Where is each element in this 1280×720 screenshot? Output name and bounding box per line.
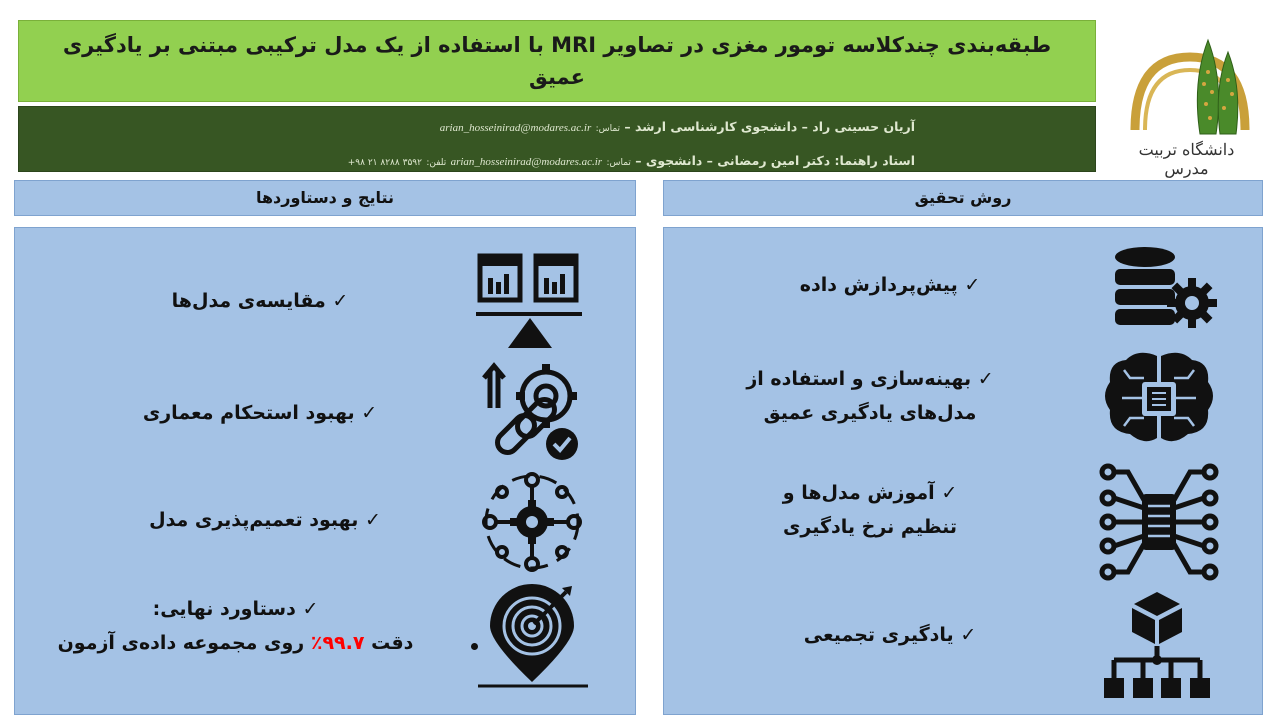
result-item-robustness: ✓ بهبود استحکام معماری [142,402,378,424]
contact-label: تماس: [595,124,621,134]
check-icon: ✓ [960,624,977,646]
methods-heading: روش تحقیق [663,180,1263,216]
authors-block [18,106,1096,172]
check-icon: ✓ [332,290,349,312]
logo-text: دانشگاه تربیت مدرس [1138,140,1235,178]
database-gear-icon [1110,245,1225,330]
author-line-1 [31,111,915,145]
author-line-2 [31,145,915,179]
poster-title: طبقه‌بندی چندکلاسه تومور مغزی در تصاویر MRI با استفاده از یک مدل ترکیبی مبتنی بر یادگیری عمیق [18,20,1096,102]
contact-label-2: تماس: [606,158,631,168]
method-item-optimization: ✓ بهینه‌سازی و استفاده از مدل‌های یادگیری عمیق [746,368,994,424]
method-item-preprocessing: ✓ پیش‌پردازش داده [799,274,981,296]
result-item-comparison: ✓ مقایسه‌ی مدل‌ها [171,290,349,312]
check-icon: ✓ [364,509,381,531]
method-item-ensemble: ✓ یادگیری تجمیعی [803,624,977,646]
phone-label: تلفن: [426,158,447,168]
check-icon: ✓ [941,482,958,504]
check-icon: ✓ [977,368,994,390]
author-email[interactable]: arian_hosseinirad@modares.ac.ir [439,122,592,134]
phone-number: ۳۵۹۲ ۸۲۸۸ ۲۱ ۹۸+ [347,158,422,168]
method-item-training: ✓ آموزش مدل‌ها و تنظیم نرخ یادگیری [782,482,958,538]
scale-charts-icon [470,252,590,352]
author-name: آریان حسینی راد – دانشجوی کارشناسی ارشد – [624,119,915,134]
check-icon: ✓ [361,402,378,424]
result-item-generalization: ✓ بهبود تعمیم‌پذیری مدل [149,509,381,531]
check-icon: ✓ [964,274,981,296]
advisor-email[interactable]: arian_hosseinirad@modares.ac.ir [450,156,603,168]
results-heading: نتایج و دستاوردها [14,180,636,216]
accuracy-value: ۹۹.۷٪ [310,632,365,654]
hierarchy-cube-icon [1100,590,1215,702]
check-icon: ✓ [302,598,319,620]
gear-network-icon [476,470,588,574]
neural-network-icon [1098,460,1220,585]
gear-chain-icon [476,360,588,468]
target-pin-icon [476,582,591,690]
brain-chip-icon [1100,348,1218,448]
advisor-name: استاد راهنما: دکتر امین رمضانی – دانشجوی – [635,153,915,168]
result-item-final: ✓ دستاورد نهایی: دقت ۹۹.۷٪ روی مجموعه داده‌ی آزمون [57,598,414,654]
